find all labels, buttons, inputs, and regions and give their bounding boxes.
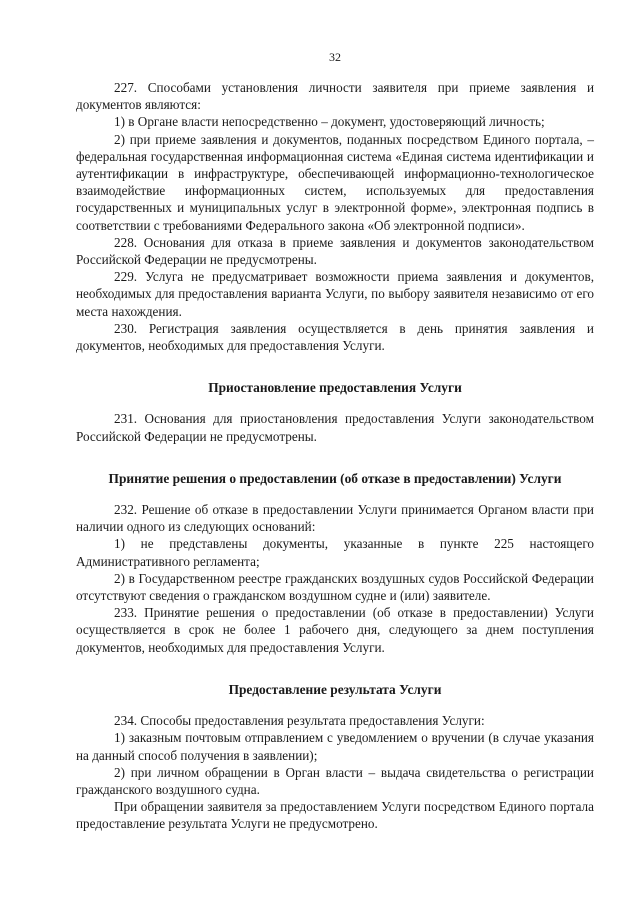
paragraph-234-item-2: 2) при личном обращении в Орган власти – выдача свидетельства о регистрации гражданского воздушного судна. — [76, 764, 594, 797]
paragraph-232-item-2: 2) в Государственном реестре гражданских воздушных судов Российской Федерации отсутствуют сведения о гражданском воздушном судне и (или) заявителе. — [76, 570, 594, 604]
page-number: 32 — [329, 50, 341, 64]
heading-suspension: Приостановление предоставления Услуги — [208, 380, 462, 396]
paragraph-227-item-2: 2) при приеме заявления и документов, поданных посредством Единого портала, – федеральная государственная информационная система «Единая система идентификации и аутентификации в инфраструктуре, обеспечивающей информационно-технологическое взаимодействие информационных систем, используемых для предоставления государственных и муниципальных услуг в электронной форме», электронная подпись в соответствии с требованиями Федерального закона «Об электронной подписи». — [76, 131, 594, 233]
paragraph-233: 233. Принятие решения о предоставлении (об отказе в предоставлении) Услуги осуществляется в срок не более 1 рабочего дня, следующего за днем поступления документов, необходимых для предоставления Услуги. — [76, 605, 594, 655]
paragraph-227: 227. Способами установления личности заявителя при приеме заявления и документов являются: — [76, 80, 594, 113]
paragraph-229: 229. Услуга не предусматривает возможности приема заявления и документов, необходимых для предоставления варианта Услуги, по выбору заявителя независимо от его места нахождения. — [76, 269, 594, 319]
paragraph-228: 228. Основания для отказа в приеме заявления и документов законодательством Российской Федерации не предусмотрены. — [76, 234, 594, 268]
paragraphs-top — [76, 79, 594, 354]
heading-result: Предоставление результата Услуги — [228, 681, 442, 697]
paragraph-232-item-1: 1) не представлены документы, указанные в пункте 225 настоящего Административного регламента; — [76, 536, 594, 569]
paragraph-232: 232. Решение об отказе в предоставлении Услуги принимается Органом власти при наличии одного из следующих оснований: — [76, 502, 594, 535]
paragraph-231: 231. Основания для приостановления предоставления Услуги законодательством Российской Федерации не предусмотрены. — [76, 411, 594, 444]
paragraph-227-item-1: 1) в Органе власти непосредственно – документ, удостоверяющий личность; — [114, 114, 545, 130]
paragraph-234: 234. Способы предоставления результата предоставления Услуги: — [114, 713, 485, 729]
heading-decision: Принятие решения о предоставлении (об отказе в предоставлении) Услуги — [108, 470, 562, 486]
paragraph-234-item-1: 1) заказным почтовым отправлением с уведомлением о вручении (в случае указания на данный способ получения в заявлении); — [76, 730, 594, 763]
paragraph-230: 230. Регистрация заявления осуществляется в день принятия заявления и документов, необходимых для предоставления Услуги. — [76, 320, 594, 354]
paragraph-234-note: При обращении заявителя за предоставлением Услуги посредством Единого портала предоставление результата Услуги не предусмотрено. — [76, 799, 594, 832]
